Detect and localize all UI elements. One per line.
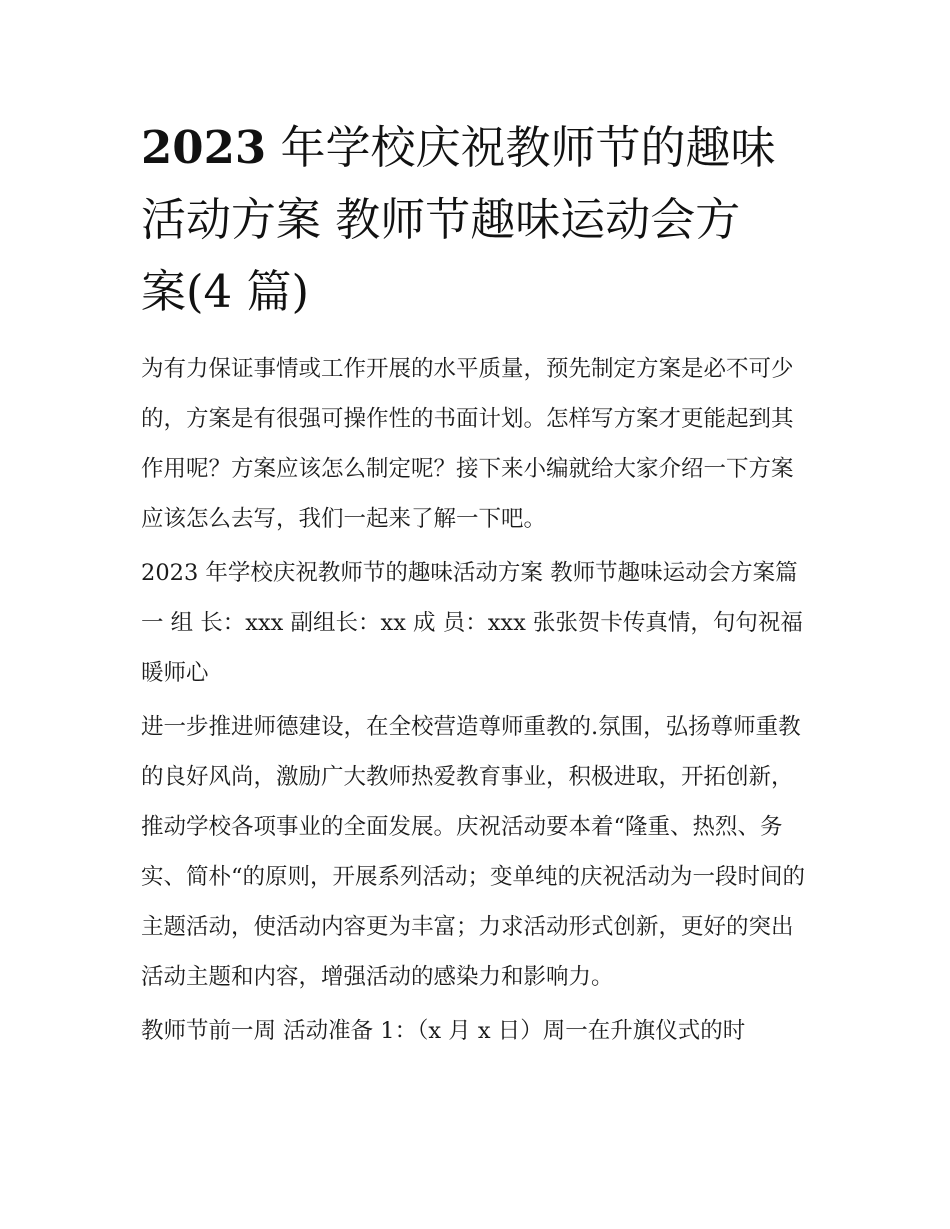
paragraph-plan-heading: 2023 年学校庆祝教师节的趣味活动方案 教师节趣味运动会方案篇一 组 长：xxx 副组长：xx 成 员：xxx 张张贺卡传真情，句句祝福暖师心 <box>141 560 803 686</box>
paragraph-schedule: 教师节前一周 活动准备 1：（x 月 x 日）周一在升旗仪式的时 <box>141 1018 746 1044</box>
paragraph-purpose: 进一步推进师德建设，在全校营造尊师重教的.氛围，弘扬尊师重教的良好风尚，激励广大教师热爱教育事业，积极进取，开拓创新，推动学校各项事业的全面发展。庆祝活动要本着“隆重、热烈、务实、简朴“的原则，开展系列活动；变单纯的庆祝活动为一段时间的主题活动，使活动内容更为丰富；力求活动形式创新，更好的突出活动主题和内容，增强活动的感染力和影响力。 <box>141 714 806 990</box>
title-line-1: 2023 年学校庆祝教师节的趣味 <box>141 121 776 174</box>
paragraph-intro: 为有力保证事情或工作开展的水平质量，预先制定方案是必不可少的，方案是有很强可操作性的书面计划。怎样写方案才更能起到其作用呢？方案应该怎么制定呢？接下来小编就给大家介绍一下方案应该怎么去写，我们一起来了解一下吧。 <box>141 356 794 532</box>
document-content <box>141 112 813 1056</box>
title-line-2: 活动方案 教师节趣味运动会方 <box>141 193 741 246</box>
document-title <box>141 112 813 328</box>
title-line-3: 案(4 篇) <box>141 265 310 318</box>
